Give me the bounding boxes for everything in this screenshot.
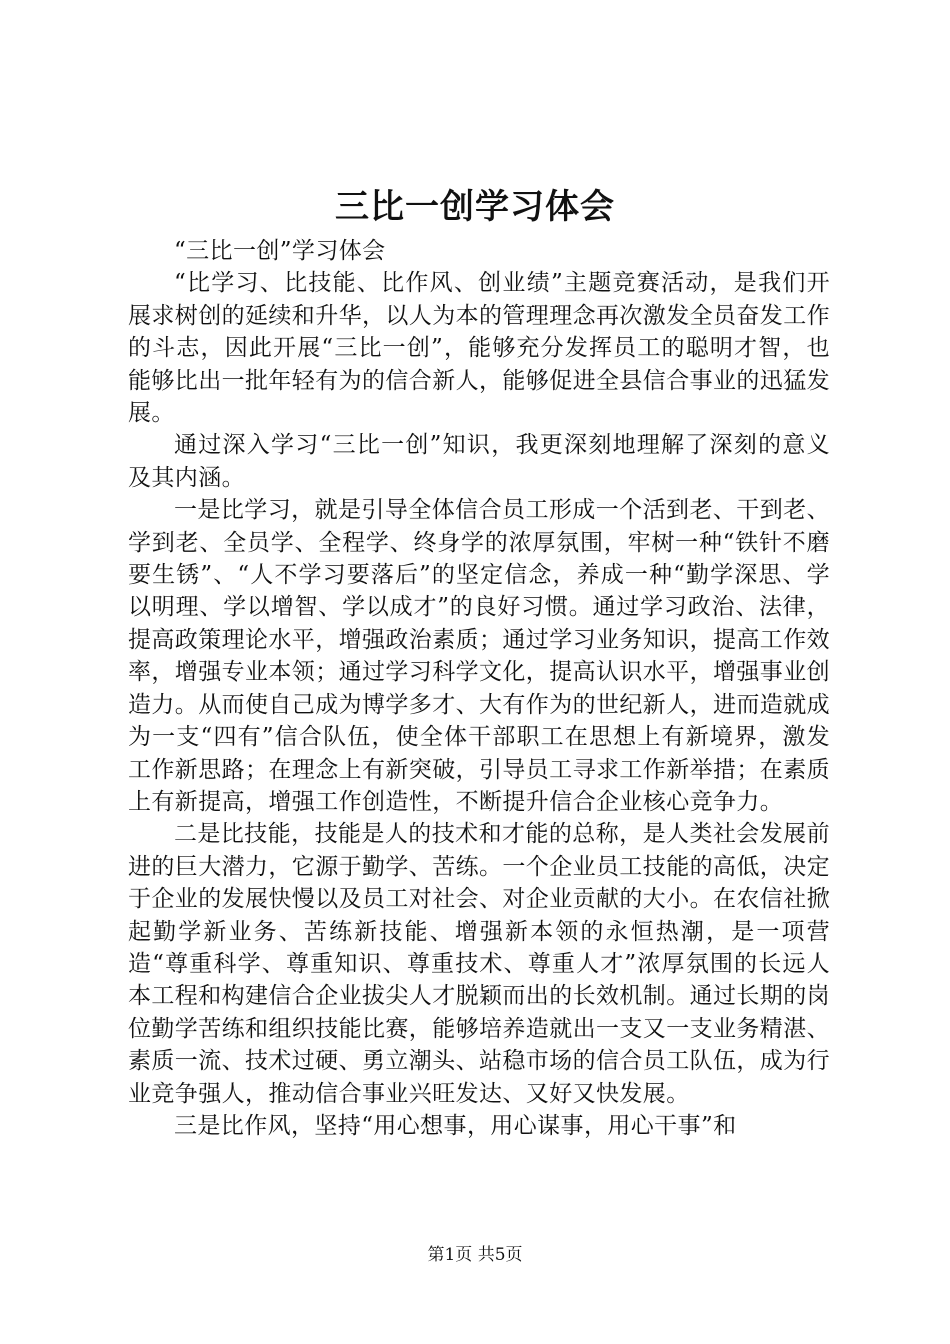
paragraph-compare-learning: 一是比学习，就是引导全体信合员工形成一个活到老、干到老、学到老、全员学、全程学、终身学的浓厚氛围，牢树一种“铁针不磨要生锈”、“人不学习要落后”的坚定信念，养成一种“勤学深思、学以明理、学以增智、学以成才”的良好习惯。通过学习政治、法律，提高政策理论水平，增强政治素质；通过学习业务知识，提高工作效率，增强专业本领；通过学习科学文化，提高认识水平，增强事业创造力。从而使自己成为博学多才、大有作为的世纪新人，进而造就成为一支“四有”信合队伍，使全体干部职工在思想上有新境界，激发工作新思路；在理念上有新突破，引导员工寻求工作新举措；在素质上有新提高，增强工作创造性，不断提升信合企业核心竞争力。 <box>128 497 830 815</box>
paragraph-intro: “比学习、比技能、比作风、创业绩”主题竞赛活动，是我们开展求树创的延续和升华，以人为本的管理理念再次激发全员奋发工作的斗志，因此开展“三比一创”，能够充分发挥员工的聪明才智，也能够比出一批年轻有为的信合新人，能够促进全县信合事业的迅猛发展。 <box>128 270 830 427</box>
document-title: 三比一创学习体会 <box>335 187 615 227</box>
paragraph-compare-style: 三是比作风，坚持“用心想事，用心谋事，用心干事”和 <box>174 1112 737 1139</box>
paragraph-understanding: 通过深入学习“三比一创”知识，我更深刻地理解了深刻的意义及其内涵。 <box>128 432 830 491</box>
paragraph-compare-skills: 二是比技能，技能是人的技术和才能的总称，是人类社会发展前进的巨大潜力，它源于勤学、苦练。一个企业员工技能的高低，决定于企业的发展快慢以及员工对社会、对企业贡献的大小。在农信社掀起勤学新业务、苦练新技能、增强新本领的永恒热潮，是一项营造“尊重科学、尊重知识、尊重技术、尊重人才”浓厚氛围的长远人本工程和构建信合企业拔尖人才脱颖而出的长效机制。通过长期的岗位勤学苦练和组织技能比赛，能够培养造就出一支又一支业务精湛、素质一流、技术过硬、勇立潮头、站稳市场的信合员工队伍，成为行业竞争强人，推动信合事业兴旺发达、又好又快发展。 <box>128 821 830 1107</box>
page-number-footer: 第1页 共5页 <box>427 1245 523 1265</box>
document-body <box>128 235 830 1142</box>
paragraph-subtitle: “三比一创”学习体会 <box>174 238 386 264</box>
